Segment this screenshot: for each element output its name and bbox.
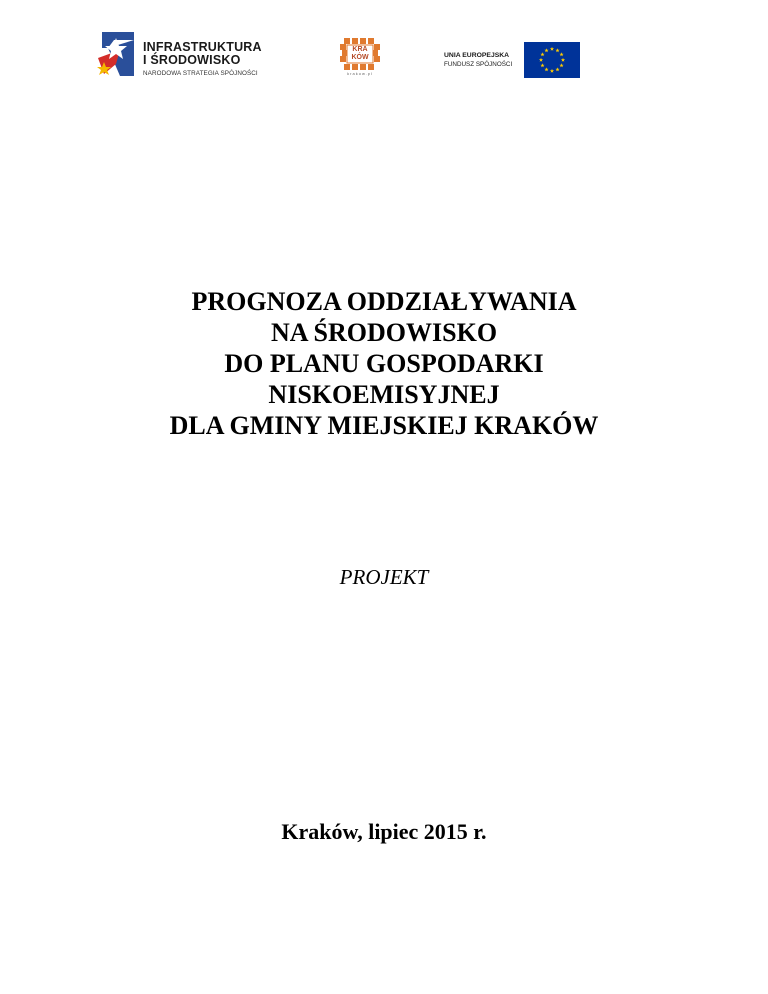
eu-logo [444,40,584,78]
krakow-logo-subtitle: krakow.pl [347,71,373,76]
title-line-5: DLA GMINY MIEJSKIEJ KRAKÓW [169,411,599,440]
krakow-logo-text [348,46,372,62]
title-line-2: NA ŚRODOWISKO [270,318,498,347]
infrastruktura-subtitle: NARODOWA STRATEGIA SPÓJNOŚCI [143,70,258,77]
krakow-logo-line1: KRA [352,46,368,53]
infrastruktura-line1: INFRASTRUKTURA [143,40,262,54]
document-status: PROJEKT [339,565,429,589]
star-logo-icon [94,30,140,80]
title-line-3: DO PLANU GOSPODARKI [224,349,544,378]
eu-flag-icon [524,42,580,78]
krakow-logo-line2: KÓW [351,54,369,61]
title-line-1: PROGNOZA ODDZIAŁYWANIA [191,287,577,316]
document-title [0,286,768,441]
eu-title: UNIA EUROPEJSKA [444,52,510,59]
title-line-4: NISKOEMISYJNEJ [268,380,500,409]
infrastruktura-line2: I ŚRODOWISKO [143,53,241,67]
krakow-logo [340,38,380,80]
eu-subtitle: FUNDUSZ SPÓJNOŚCI [444,61,513,68]
infrastruktura-logo [94,30,294,82]
place-and-date: Kraków, lipiec 2015 r. [281,819,487,844]
infrastruktura-title [143,41,262,67]
logo-bar [0,30,768,85]
